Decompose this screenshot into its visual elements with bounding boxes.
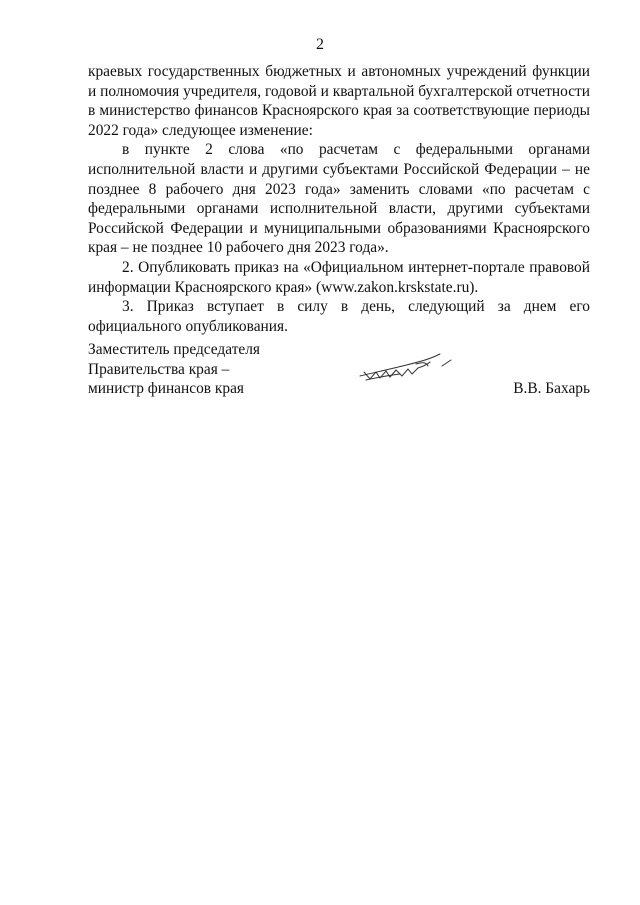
document-body <box>88 62 590 336</box>
position-line: Заместитель председателя <box>88 341 261 358</box>
paragraph-continuation: краевых государственных бюджетных и автономных учреждений функции и полномочия учредителя, годовой и квартальной бухгалтерской отчетности в министерство финансов Красноярского края за соответствующие периоды 2022 года» следующее изменение: <box>88 63 590 139</box>
signatory-position <box>88 340 260 399</box>
paragraph-publication: 2. Опубликовать приказ на «Официальном интернет-портале правовой информации Красноярского края» (www.zakon.krskstate.ru). <box>88 258 590 296</box>
page-number: 2 <box>316 36 324 53</box>
paragraph-effective-date: 3. Приказ вступает в силу в день, следующий за днем его официального опубликования. <box>88 298 590 335</box>
position-line: министр финансов края <box>88 380 244 398</box>
signatory-name: В.В. Бахарь <box>513 380 590 397</box>
handwritten-signature <box>356 350 456 384</box>
paragraph-amendment: в пункте 2 слова «по расчетам с федеральными органами исполнительной власти и другими субъектами Российской Федерации – не позднее 8 рабочего дня 2023 года» заменить словами «по расчетам с федеральными органами исполнительной власти, другими субъектами Российской Федерации и муниципальными образованиями Красноярского края – не позднее 10 рабочего дня 2023 года». <box>88 141 590 257</box>
position-line: Правительства края – <box>88 360 230 378</box>
